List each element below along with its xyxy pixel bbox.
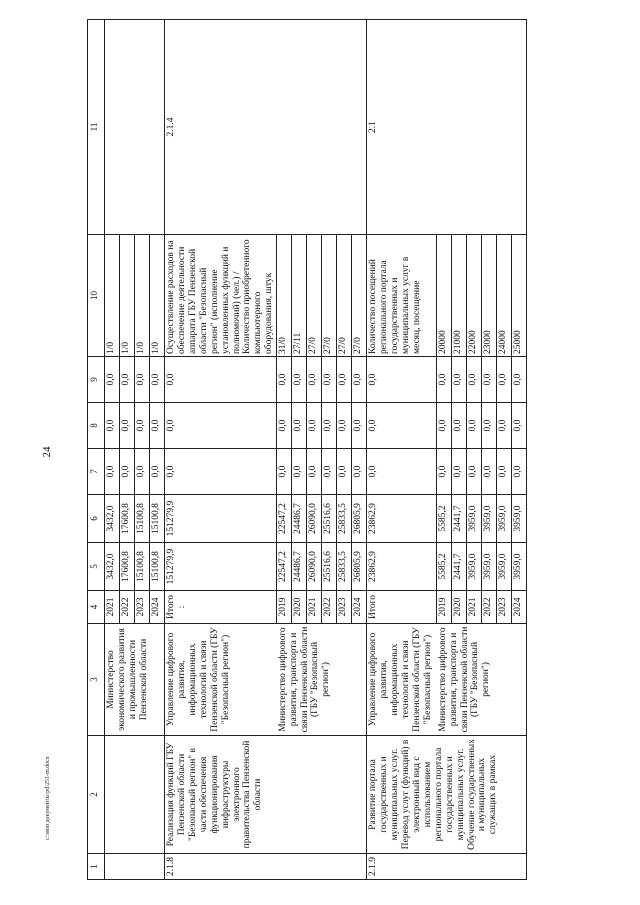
year-cell: 2021 xyxy=(105,591,120,624)
indicator-value: 23000 xyxy=(482,235,497,357)
indicator-value: 27/0 xyxy=(337,235,352,357)
indicator-value: 1/0 xyxy=(120,235,135,357)
amount-other: 0,0 xyxy=(105,357,120,403)
amount-total: 26090,0 xyxy=(307,543,322,591)
col-number-5: 5 xyxy=(88,543,105,591)
amount-total: 26805,9 xyxy=(352,543,367,591)
amount-other: 0,0 xyxy=(437,357,452,403)
amount-federal: 0,0 xyxy=(277,449,292,495)
amount-regional: 3959,0 xyxy=(512,495,527,543)
indicator-value: 27/0 xyxy=(352,235,367,357)
total-federal: 0,0 xyxy=(367,449,437,495)
amount-federal: 0,0 xyxy=(337,449,352,495)
total-amount: 23862,9 xyxy=(367,543,437,591)
year-cell: 2023 xyxy=(135,591,150,624)
link-cell: 2.1 xyxy=(367,20,527,235)
indicator-value: 1/0 xyxy=(105,235,120,357)
indicator-value: 1/0 xyxy=(135,235,150,357)
amount-other: 0,0 xyxy=(150,357,165,403)
indicator-value: 22000 xyxy=(467,235,482,357)
amount-total: 3432,0 xyxy=(105,543,120,591)
amount-other: 0,0 xyxy=(512,357,527,403)
amount-local: 0,0 xyxy=(105,403,120,449)
amount-other: 0,0 xyxy=(497,357,512,403)
indicator-value: 21000 xyxy=(452,235,467,357)
item-number: 2.1.9 xyxy=(367,854,527,880)
header-row xyxy=(88,20,105,880)
amount-federal: 0,0 xyxy=(467,449,482,495)
amount-federal: 0,0 xyxy=(292,449,307,495)
amount-local: 0,0 xyxy=(120,403,135,449)
amount-regional: 5585,2 xyxy=(437,495,452,543)
amount-local: 0,0 xyxy=(467,403,482,449)
year-cell: 2021 xyxy=(467,591,482,624)
year-cell: 2019 xyxy=(277,591,292,624)
amount-federal: 0,0 xyxy=(352,449,367,495)
table-body xyxy=(88,20,527,880)
total-regional: 23862,9 xyxy=(367,495,437,543)
amount-other: 0,0 xyxy=(482,357,497,403)
year-cell: 2022 xyxy=(120,591,135,624)
amount-local: 0,0 xyxy=(352,403,367,449)
amount-regional: 3959,0 xyxy=(482,495,497,543)
amount-total: 22547,2 xyxy=(277,543,292,591)
executor-secondary: Министерство цифрового развития, транспорта и связи Пензенской области (ГБУ "Безопасный регион") xyxy=(277,624,367,736)
year-cell: 2019 xyxy=(437,591,452,624)
amount-total: 24486,7 xyxy=(292,543,307,591)
total-other: 0,0 xyxy=(367,357,437,403)
item-name: Развитие портала государственных и муниципальных услуг. Перевод услуг (функций) в электронный вид с использованием регионального портала государственных и муниципальных услуг. Обучение государственных и муниципальных служащих в рамках xyxy=(367,736,527,854)
item-number: 2.1.8 xyxy=(165,854,367,880)
col-number-2: 2 xyxy=(88,736,105,854)
amount-regional: 3432,0 xyxy=(105,495,120,543)
indicator-value: 20000 xyxy=(437,235,452,357)
year-cell: 2024 xyxy=(150,591,165,624)
col-number-3: 3 xyxy=(88,624,105,736)
amount-other: 0,0 xyxy=(322,357,337,403)
indicator-value: 27/0 xyxy=(322,235,337,357)
amount-local: 0,0 xyxy=(497,403,512,449)
amount-local: 0,0 xyxy=(150,403,165,449)
amount-federal: 0,0 xyxy=(482,449,497,495)
data-row xyxy=(105,20,120,880)
executor-cell: Министерство экономического развития и промышленности Пензенской области xyxy=(105,624,165,736)
year-cell: 2022 xyxy=(482,591,497,624)
amount-federal: 0,0 xyxy=(322,449,337,495)
amount-other: 0,0 xyxy=(307,357,322,403)
amount-federal: 0,0 xyxy=(307,449,322,495)
amount-federal: 0,0 xyxy=(105,449,120,495)
page-number: 24 xyxy=(41,446,53,458)
amount-other: 0,0 xyxy=(352,357,367,403)
year-cell: 2020 xyxy=(452,591,467,624)
amount-federal: 0,0 xyxy=(150,449,165,495)
total-label: Итого xyxy=(367,591,437,624)
amount-total: 5585,2 xyxy=(437,543,452,591)
amount-total: 3959,0 xyxy=(497,543,512,591)
amount-regional: 24486,7 xyxy=(292,495,307,543)
executor-primary: Управление цифрового развития, информационных технологий и связи Пензенской области (ГБУ "Безопасный регион") xyxy=(165,624,277,736)
total-federal: 0,0 xyxy=(165,449,277,495)
rotated-table-container xyxy=(87,20,609,880)
footer-path: c:\мои документы\pd\251-m.docx xyxy=(45,756,51,840)
total-regional: 151279,9 xyxy=(165,495,277,543)
program-table xyxy=(87,19,527,880)
total-other: 0,0 xyxy=(165,357,277,403)
amount-regional: 26090,0 xyxy=(307,495,322,543)
amount-local: 0,0 xyxy=(482,403,497,449)
year-cell: 2023 xyxy=(497,591,512,624)
amount-federal: 0,0 xyxy=(437,449,452,495)
year-cell: 2022 xyxy=(322,591,337,624)
executor-secondary: Министерство цифрового развития, транспорта и связи Пензенской области (ГБУ "Безопасный регион") xyxy=(437,624,527,736)
amount-local: 0,0 xyxy=(437,403,452,449)
amount-local: 0,0 xyxy=(452,403,467,449)
amount-other: 0,0 xyxy=(337,357,352,403)
col-number-1: 1 xyxy=(88,854,105,880)
indicator-name: Количество посещений регионального портала государственных и муниципальных услуг в месяц, посещение xyxy=(367,235,437,357)
amount-local: 0,0 xyxy=(292,403,307,449)
amount-regional: 3959,0 xyxy=(467,495,482,543)
year-cell: 2024 xyxy=(512,591,527,624)
col-number-8: 8 xyxy=(88,403,105,449)
amount-federal: 0,0 xyxy=(120,449,135,495)
amount-total: 15100,8 xyxy=(135,543,150,591)
amount-regional: 25833,5 xyxy=(337,495,352,543)
amount-regional: 26805,9 xyxy=(352,495,367,543)
amount-other: 0,0 xyxy=(135,357,150,403)
amount-other: 0,0 xyxy=(120,357,135,403)
total-local: 0,0 xyxy=(165,403,277,449)
amount-total: 25516,6 xyxy=(322,543,337,591)
amount-regional: 15100,8 xyxy=(135,495,150,543)
amount-local: 0,0 xyxy=(135,403,150,449)
item-number xyxy=(105,854,165,880)
amount-regional: 22547,2 xyxy=(277,495,292,543)
amount-other: 0,0 xyxy=(467,357,482,403)
total-amount: 151279,9 xyxy=(165,543,277,591)
amount-federal: 0,0 xyxy=(512,449,527,495)
col-number-4: 4 xyxy=(88,591,105,624)
amount-total: 15100,8 xyxy=(150,543,165,591)
year-cell: 2024 xyxy=(352,591,367,624)
indicator-value: 24000 xyxy=(497,235,512,357)
indicator-value: 27/0 xyxy=(307,235,322,357)
amount-regional: 25516,6 xyxy=(322,495,337,543)
amount-total: 3959,0 xyxy=(512,543,527,591)
col-number-10: 10 xyxy=(88,235,105,357)
item-name: Реализация функций ГБУ Пензенской области "Безопасный регион" в части обеспечения функционирования инфраструктуры электронного правительства Пензенской области xyxy=(165,736,367,854)
amount-regional: 2441,7 xyxy=(452,495,467,543)
link-cell xyxy=(105,20,165,235)
amount-federal: 0,0 xyxy=(135,449,150,495)
amount-local: 0,0 xyxy=(277,403,292,449)
indicator-name: Осуществление расходов на обеспечение деятельности аппарата ГБУ Пензенской области "Безопасный регион" (исполнение установленных функций и полномочий) (чел.) / Количество приобретенного компьютерного оборудования, штук xyxy=(165,235,277,357)
amount-local: 0,0 xyxy=(322,403,337,449)
amount-other: 0,0 xyxy=(452,357,467,403)
amount-total: 3959,0 xyxy=(482,543,497,591)
executor-primary: Управление цифрового развития, информационных технологий и связи Пензенской области (ГБУ "Безопасный регион") xyxy=(367,624,437,736)
total-label: Итого : xyxy=(165,591,277,624)
amount-federal: 0,0 xyxy=(497,449,512,495)
amount-other: 0,0 xyxy=(292,357,307,403)
amount-local: 0,0 xyxy=(512,403,527,449)
amount-total: 3959,0 xyxy=(467,543,482,591)
col-number-9: 9 xyxy=(88,357,105,403)
total-local: 0,0 xyxy=(367,403,437,449)
col-number-6: 6 xyxy=(88,495,105,543)
amount-regional: 3959,0 xyxy=(497,495,512,543)
indicator-value: 27/11 xyxy=(292,235,307,357)
indicator-value: 31/0 xyxy=(277,235,292,357)
year-cell: 2020 xyxy=(292,591,307,624)
amount-total: 17600,8 xyxy=(120,543,135,591)
amount-total: 25833,5 xyxy=(337,543,352,591)
amount-local: 0,0 xyxy=(307,403,322,449)
year-cell: 2021 xyxy=(307,591,322,624)
item-name xyxy=(105,736,165,854)
amount-regional: 17600,8 xyxy=(120,495,135,543)
indicator-value: 1/0 xyxy=(150,235,165,357)
amount-regional: 15100,8 xyxy=(150,495,165,543)
link-cell: 2.1.4 xyxy=(165,20,367,235)
col-number-7: 7 xyxy=(88,449,105,495)
col-number-11: 11 xyxy=(88,20,105,235)
amount-federal: 0,0 xyxy=(452,449,467,495)
amount-total: 2441,7 xyxy=(452,543,467,591)
amount-other: 0,0 xyxy=(277,357,292,403)
indicator-value: 25000 xyxy=(512,235,527,357)
year-cell: 2023 xyxy=(337,591,352,624)
amount-local: 0,0 xyxy=(337,403,352,449)
